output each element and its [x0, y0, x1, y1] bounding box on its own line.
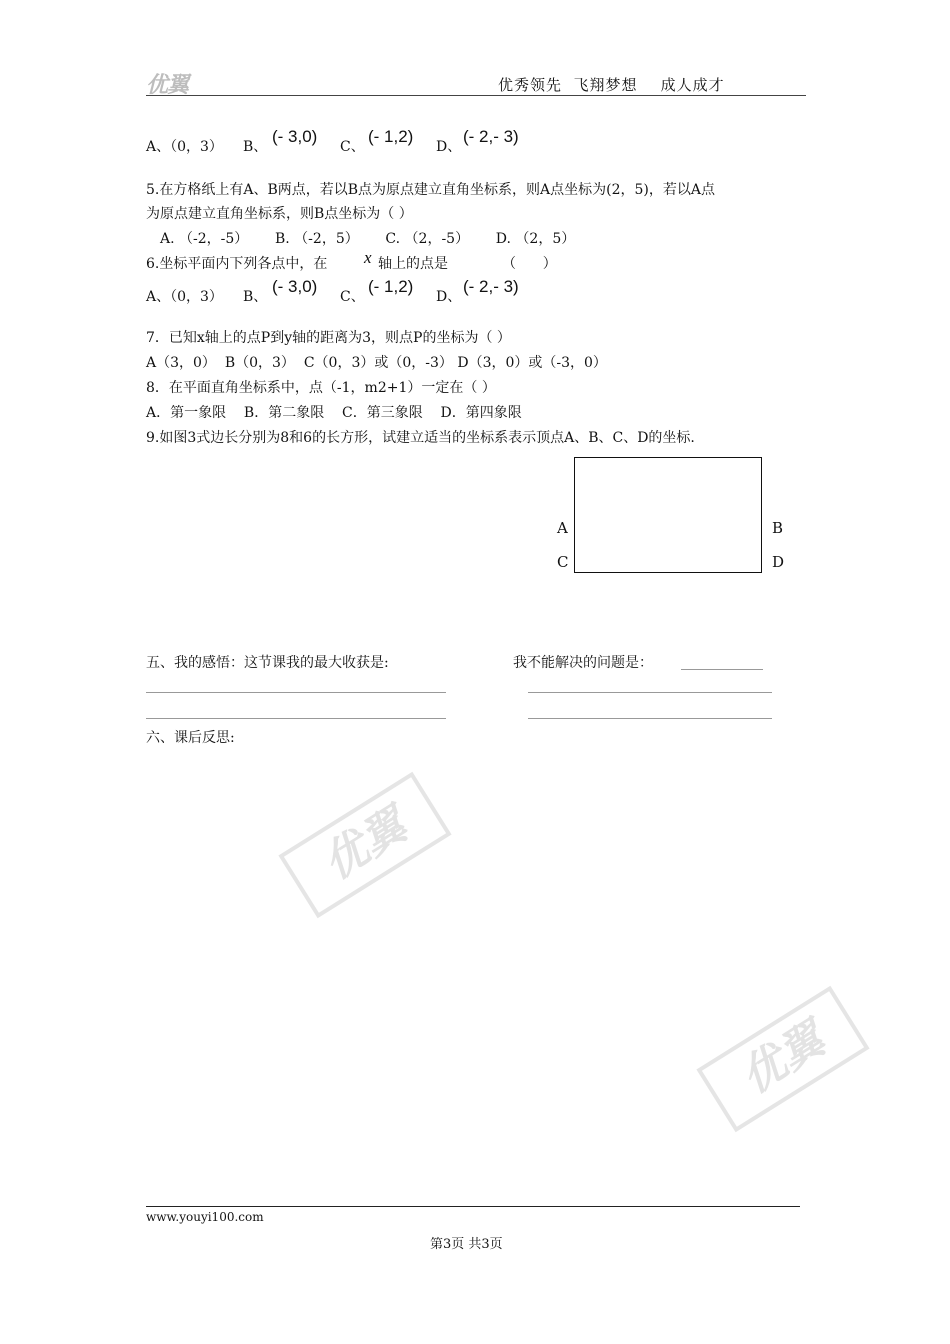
opts-a-option-b-label: B、 [243, 139, 268, 155]
q6-stem-post: 轴上的点是 [378, 256, 448, 272]
opts-a-option-a: A、（0，3） [146, 139, 223, 155]
q9-label-c: C [557, 553, 569, 571]
section6-title: 六、课后反思: [146, 730, 235, 746]
watermark-logo: 优翼 [278, 772, 451, 918]
watermark-logo: 优翼 [696, 986, 869, 1132]
header-rule [146, 95, 806, 96]
q9-stem: 9.如图3式边长分别为8和6的长方形，试建立适当的坐标系表示顶点A、B、C、D的坐标. [146, 430, 695, 446]
header-slogan: 优秀领先 飞翔梦想 成人成才 [498, 76, 725, 94]
q7-options: A（3，0） B（0，3） C（0，3）或（0，-3） D（3，0）或（-3，0） [146, 355, 607, 371]
opts-a-option-d-value: (- 2,- 3) [463, 127, 519, 146]
opts-b-option-c-value: (- 1,2) [368, 277, 414, 296]
opts-a-option-b-value: (- 3,0) [272, 127, 318, 146]
opts-b-option-b-label: B、 [243, 289, 268, 305]
opts-a-option-d-label: D、 [436, 139, 462, 155]
q8-options: A．第一象限 B．第二象限 C．第三象限 D．第四象限 [146, 405, 522, 421]
q6-stem-pre: 6.坐标平面内下列各点中，在 [146, 256, 328, 272]
footer-url[interactable]: www.youyi100.com [146, 1210, 264, 1224]
q6-variable-x: x [364, 248, 372, 267]
q9-label-a: A [557, 519, 568, 537]
q9-label-b: B [772, 519, 784, 537]
footer-rule [146, 1206, 800, 1207]
q9-rectangle-figure [574, 457, 762, 573]
section5-left-line-2[interactable] [146, 718, 446, 719]
footer-page-number: 第3页 共3页 [430, 1237, 503, 1252]
opts-b-option-c-label: C、 [340, 289, 365, 305]
section5-right-line-1[interactable] [528, 692, 772, 693]
opts-b-option-a: A、（0，3） [146, 289, 223, 305]
q9-label-d: D [772, 553, 785, 571]
section5-right-blank[interactable] [681, 669, 763, 670]
section5-left-prompt: 五、我的感悟：这节课我的最大收获是: [146, 655, 389, 671]
q8-stem: 8．在平面直角坐标系中，点（-1，m2+1）一定在（ ） [146, 380, 496, 396]
q5-line2: 为原点建立直角坐标系，则B点坐标为（ ） [146, 206, 413, 222]
opts-b-option-b-value: (- 3,0) [272, 277, 318, 296]
opts-b-option-d-label: D、 [436, 289, 462, 305]
section5-right-prompt: 我不能解决的问题是： [513, 655, 653, 671]
q5-line1: 5.在方格纸上有A、B两点，若以B点为原点建立直角坐标系，则A点坐标为(2，5)，若以A点 [146, 182, 716, 198]
opts-a-option-c-label: C、 [340, 139, 365, 155]
section5-right-line-2[interactable] [528, 718, 772, 719]
header-logo: 优翼 [146, 73, 189, 98]
opts-b-option-d-value: (- 2,- 3) [463, 277, 519, 296]
q6-paren: （ ） [502, 256, 557, 272]
opts-a-option-c-value: (- 1,2) [368, 127, 414, 146]
q5-options: A. （-2，-5） B. （-2，5） C. （2，-5） D. （2，5） [160, 231, 576, 247]
q7-stem: 7．已知x轴上的点P到y轴的距离为3，则点P的坐标为（ ） [146, 330, 511, 346]
section5-left-line-1[interactable] [146, 692, 446, 693]
